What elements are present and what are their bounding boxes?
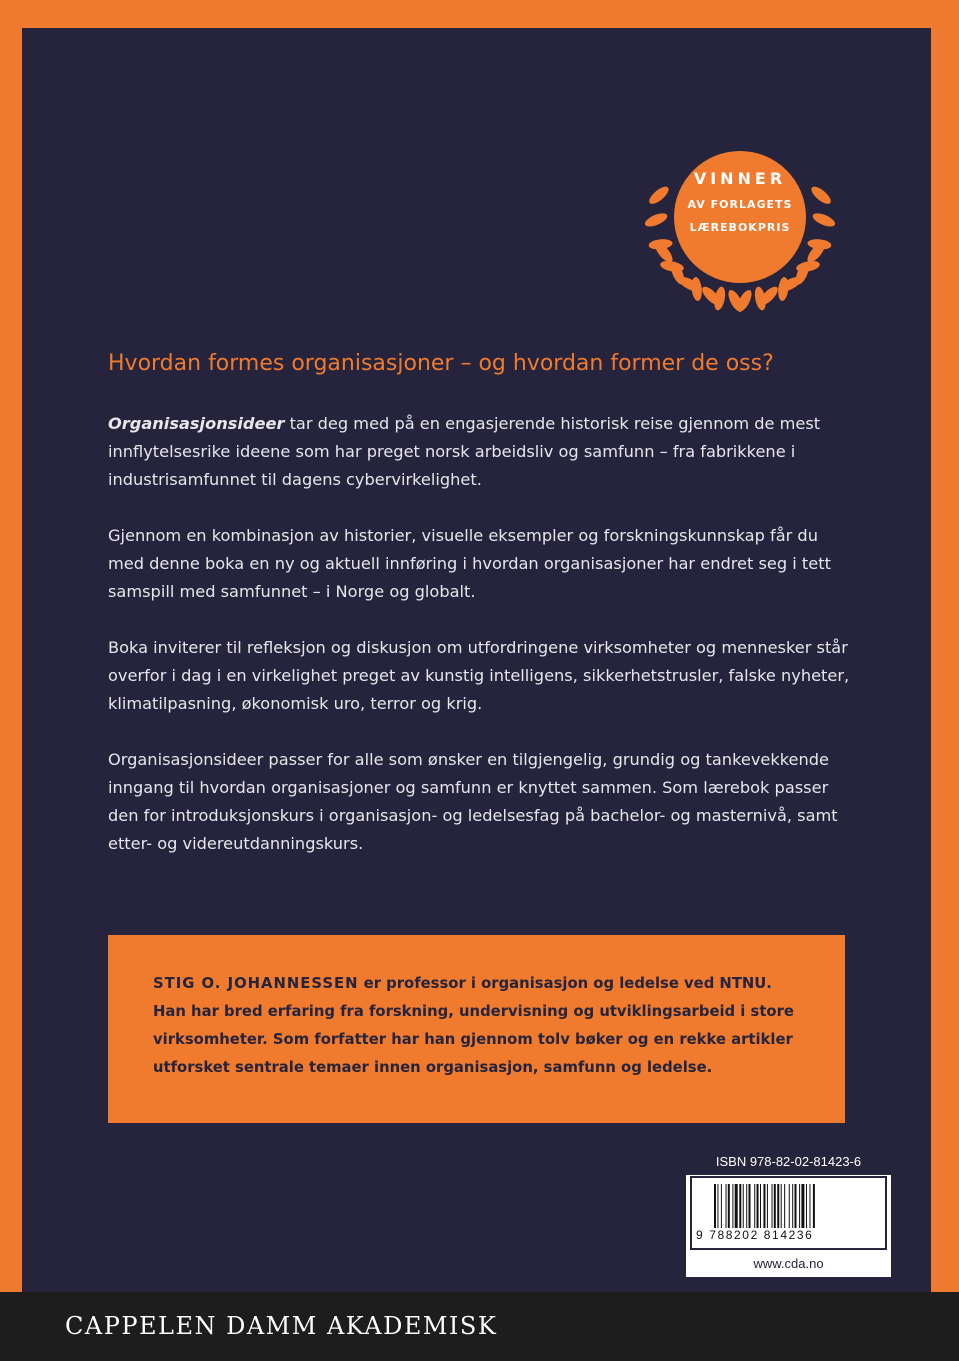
barcode-bar <box>792 1184 793 1228</box>
badge-line-2: AV FORLAGETS <box>687 198 793 211</box>
badge-title: VINNER <box>693 169 787 188</box>
barcode-bar <box>754 1184 755 1228</box>
barcode-bar <box>717 1184 718 1228</box>
barcode-bar <box>714 1184 716 1228</box>
footer <box>0 1292 959 1361</box>
barcode-bar <box>735 1184 738 1228</box>
paragraph-intro-text: tar deg med på en engasjerende historisk reise gjennom de mest innflytelsesrike ideene som har preget norsk arbeidsliv og samfunn – fra fabrikkene i industrisamfunnet til dagens cybervirkelighet. <box>108 414 821 489</box>
author-box <box>108 935 845 1123</box>
barcode-bar <box>739 1184 741 1228</box>
paragraph-3: Boka inviterer til refleksjon og diskusjon om utfordringene virksomheter og mennesker står overfor i dag i en virkelighet preget av kunstig intelligens, sikkerhetstrusler, falske nyheter, klimatilpasning, økonomisk uro, terror og krig. <box>108 638 850 713</box>
barcode-bar <box>772 1184 773 1228</box>
publisher-url: www.cda.no <box>753 1256 824 1271</box>
barcode-bar <box>763 1184 765 1228</box>
barcode-bar <box>813 1184 815 1228</box>
isbn-label: ISBN 978-82-02-81423-6 <box>686 1149 891 1175</box>
barcode-bar <box>789 1184 790 1228</box>
publisher-logo: CAPPELEN DAMM AKADEMISK <box>65 1312 498 1340</box>
author-bio <box>153 970 809 1082</box>
barcode-bar <box>757 1184 759 1228</box>
barcode-bar <box>743 1184 744 1228</box>
barcode-bar <box>809 1184 810 1228</box>
book-title: Organisasjonsideer <box>108 414 285 433</box>
barcode-bar <box>726 1184 727 1228</box>
barcode-bar <box>806 1184 807 1228</box>
barcode-bar <box>801 1184 804 1228</box>
barcode-bar <box>732 1184 733 1228</box>
barcode-bars <box>714 1184 864 1228</box>
paragraph-2: Gjennom en kombinasjon av historier, visuelle eksempler og forskningskunnskap får du med denne boka en ny og aktuell innføring i hvordan organisasjoner har endret seg i tett samspill med samfunnet – i Norge og globalt. <box>108 526 831 601</box>
barcode-bar <box>777 1184 779 1228</box>
barcode-bar <box>781 1184 782 1228</box>
paragraph-4: Organisasjonsideer passer for alle som ønsker en tilgjengelig, grundig og tankevekkende inngang til hvordan organisasjoner og samfunn er knyttet sammen. Som lærebok passer den for introduksjonskurs i organisasjon- og ledelsesfag på bachelor- og masternivå, samt etter- og videreutdanningskurs. <box>108 750 838 853</box>
barcode-bar <box>767 1184 768 1228</box>
paragraph-intro <box>108 410 853 494</box>
barcode-bar <box>721 1184 722 1228</box>
author-name: STIG O. JOHANNESSEN <box>153 975 359 992</box>
barcode-digits: 9 788202 814236 <box>696 1228 814 1242</box>
barcode-bar <box>774 1184 776 1228</box>
barcode-bar <box>795 1184 797 1228</box>
barcode-bar <box>749 1184 751 1228</box>
award-badge <box>630 125 850 315</box>
barcode-bar <box>746 1184 747 1228</box>
barcode-bar <box>784 1184 785 1228</box>
barcode-bar <box>799 1184 800 1228</box>
barcode-bar <box>728 1184 730 1228</box>
barcode-bar <box>760 1184 761 1228</box>
badge-line-3: LÆREBOKPRIS <box>689 221 791 234</box>
headline: Hvordan formes organisasjoner – og hvordan former de oss? <box>108 351 774 376</box>
barcode <box>690 1176 887 1250</box>
author-bio-text: er professor i organisasjon og ledelse ved NTNU. Han har bred erfaring fra forskning, undervisning og utviklingsarbeid i store virksomheter. Som forfatter har han gjennom tolv bøker og en rekke artikler utforsket sentrale temaer innen organisasjon, samfunn og ledelse. <box>153 975 794 1076</box>
